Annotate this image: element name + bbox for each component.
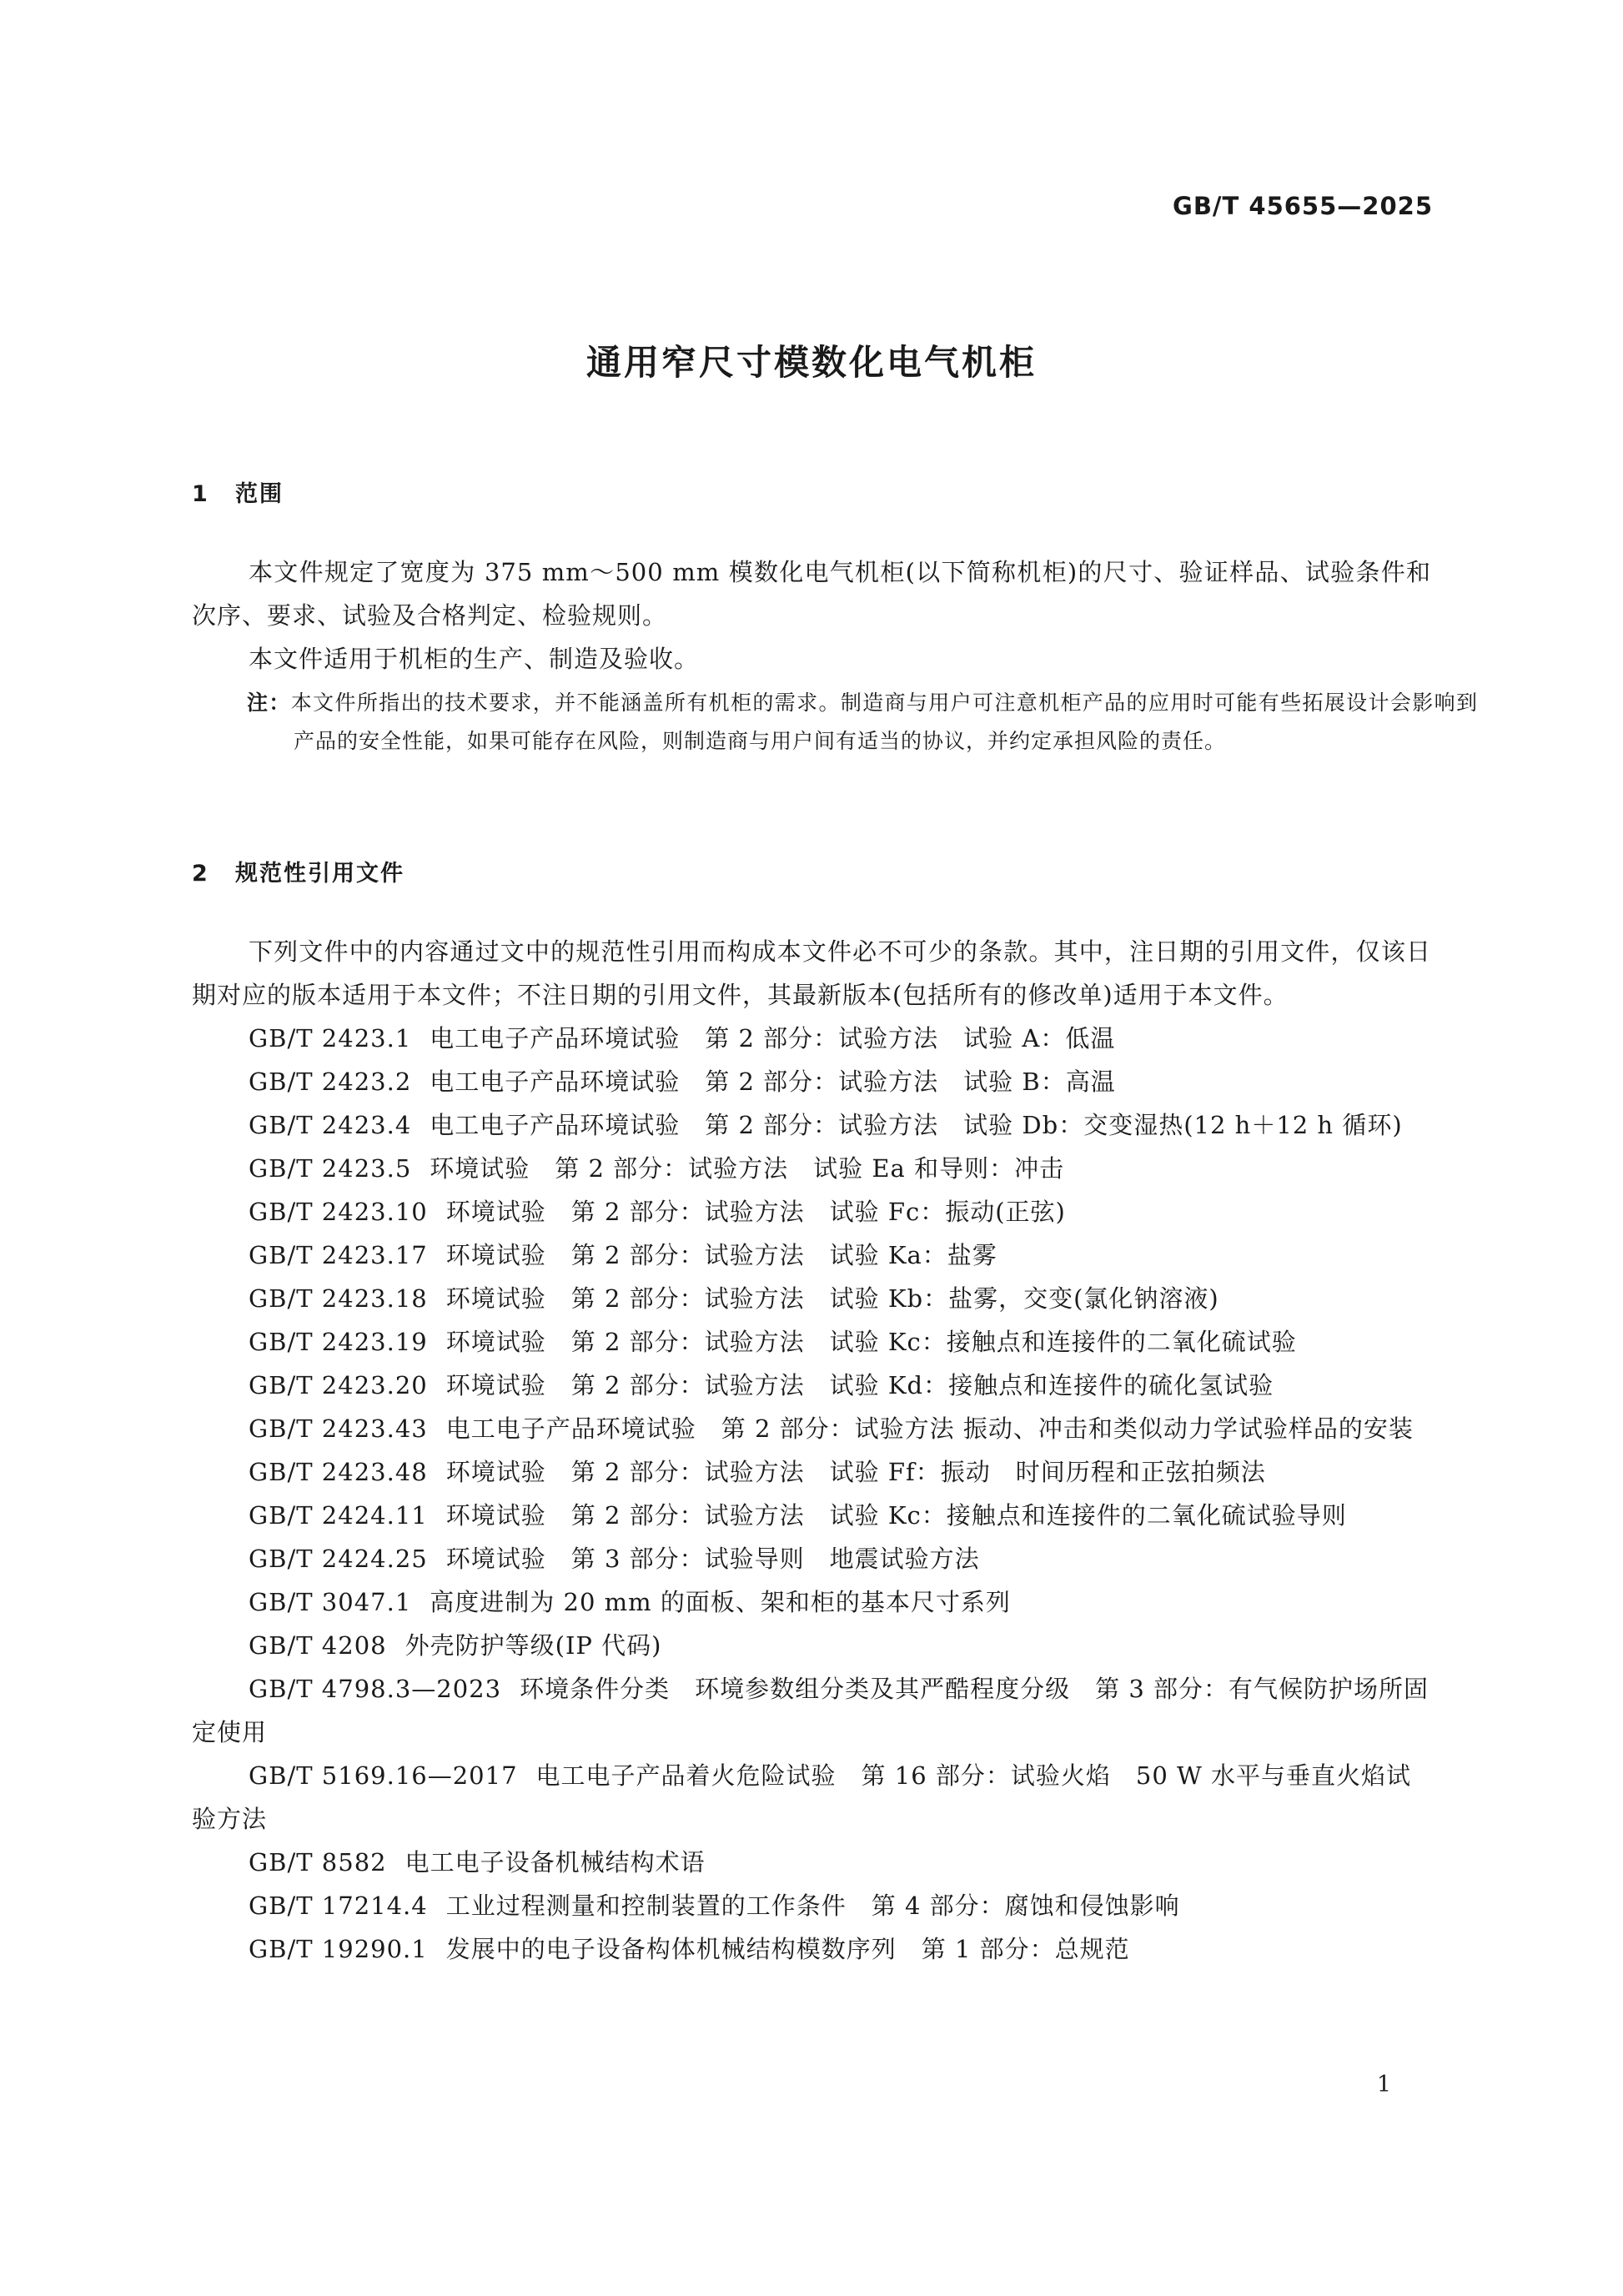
reference-title: 环境试验 第 2 部分：试验方法 试验 Kd：接触点和连接件的硫化氢试验 xyxy=(445,1371,1274,1399)
section-2-heading xyxy=(192,855,404,887)
reference-code: GB/T 17214.4 xyxy=(249,1892,428,1920)
reference-item xyxy=(192,1450,1431,1494)
reference-title: 电工电子产品环境试验 第 2 部分：试验方法 试验 Db：交变湿热(12 h＋12 h 循环) xyxy=(430,1111,1403,1139)
reference-item xyxy=(192,1754,1431,1841)
reference-title: 环境试验 第 2 部分：试验方法 试验 Kb：盐雾，交变(氯化钠溶液) xyxy=(445,1284,1219,1313)
reference-code: GB/T 3047.1 xyxy=(249,1588,412,1616)
reference-code: GB/T 2423.17 xyxy=(249,1241,428,1269)
reference-code: GB/T 2423.2 xyxy=(249,1068,412,1096)
reference-title: 外壳防护等级(IP 代码) xyxy=(404,1631,662,1660)
reference-title: 电工电子产品环境试验 第 2 部分：试验方法 试验 B：高温 xyxy=(430,1068,1116,1096)
reference-title: 环境试验 第 2 部分：试验方法 试验 Fc：振动(正弦) xyxy=(445,1198,1066,1226)
reference-item xyxy=(192,1884,1431,1927)
reference-code: GB/T 2424.11 xyxy=(249,1501,428,1530)
reference-code: GB/T 8582 xyxy=(249,1848,387,1876)
section-number: 2 xyxy=(192,861,209,887)
references-intro: 下列文件中的内容通过文中的规范性引用而构成本文件必不可少的条款。其中，注日期的引用文件，仅该日期对应的版本适用于本文件；不注日期的引用文件，其最新版本(包括所有的修改单)适用于本文件。 xyxy=(192,937,1431,1009)
reference-item xyxy=(192,1060,1431,1103)
reference-item xyxy=(192,1494,1431,1537)
section-title: 规范性引用文件 xyxy=(235,861,404,887)
reference-item xyxy=(192,1407,1431,1450)
reference-title: 电工电子设备机械结构术语 xyxy=(404,1848,706,1876)
reference-title: 环境试验 第 2 部分：试验方法 试验 Ka：盐雾 xyxy=(445,1241,997,1269)
section-1-heading xyxy=(192,475,284,508)
reference-item xyxy=(192,1364,1431,1407)
reference-item xyxy=(192,1537,1431,1580)
reference-code: GB/T 2423.48 xyxy=(249,1458,428,1486)
scope-paragraph: 本文件适用于机柜的生产、制造及验收。 xyxy=(249,645,700,673)
reference-title: 环境试验 第 2 部分：试验方法 试验 Kc：接触点和连接件的二氧化硫试验 xyxy=(445,1328,1297,1356)
reference-title: 环境条件分类 环境参数组分类及其严酷程度分级 第 3 部分：有气候防护场所固定使用 xyxy=(192,1675,1429,1746)
reference-code: GB/T 2423.43 xyxy=(249,1414,428,1443)
reference-code: GB/T 2423.19 xyxy=(249,1328,428,1356)
reference-item xyxy=(192,1667,1431,1754)
reference-code: GB/T 4208 xyxy=(249,1631,387,1660)
scope-paragraph: 本文件规定了宽度为 375 mm～500 mm 模数化电气机柜(以下简称机柜)的尺寸、验证样品、试验条件和次序、要求、试验及合格判定、检验规则。 xyxy=(192,558,1431,630)
section-1-body xyxy=(192,550,1431,681)
section-number: 1 xyxy=(192,481,209,507)
reference-code: GB/T 2423.5 xyxy=(249,1154,412,1183)
reference-title: 电工电子产品着火危险试验 第 16 部分：试验火焰 50 W 水平与垂直火焰试验方法 xyxy=(192,1761,1412,1833)
reference-title: 发展中的电子设备构体机械结构模数序列 第 1 部分：总规范 xyxy=(445,1935,1130,1963)
reference-code: GB/T 5169.16—2017 xyxy=(249,1761,518,1790)
reference-title: 工业过程测量和控制装置的工作条件 第 4 部分：腐蚀和侵蚀影响 xyxy=(445,1892,1180,1920)
reference-title: 环境试验 第 2 部分：试验方法 试验 Ff：振动 时间历程和正弦拍频法 xyxy=(445,1458,1266,1486)
reference-code: GB/T 19290.1 xyxy=(249,1935,428,1963)
note-text: 本文件所指出的技术要求，并不能涵盖所有机柜的需求。制造商与用户可注意机柜产品的应用时可能有些拓展设计会影响到产品的安全性能，如果可能存在风险，则制造商与用户间有适当的协议，并约定承担风险的责任。 xyxy=(290,691,1478,753)
reference-title: 环境试验 第 2 部分：试验方法 试验 Ea 和导则：冲击 xyxy=(430,1154,1065,1183)
reference-item xyxy=(192,1233,1431,1277)
document-title: 通用窄尺寸模数化电气机柜 xyxy=(585,342,1037,383)
reference-title: 电工电子产品环境试验 第 2 部分：试验方法 振动、冲击和类似动力学试验样品的安装 xyxy=(445,1414,1414,1443)
reference-item xyxy=(192,1017,1431,1060)
reference-item xyxy=(192,1580,1431,1624)
reference-code: GB/T 4798.3—2023 xyxy=(249,1675,502,1703)
section-2-body xyxy=(192,930,1431,1971)
reference-item xyxy=(192,1277,1431,1320)
reference-title: 电工电子产品环境试验 第 2 部分：试验方法 试验 A：低温 xyxy=(430,1024,1116,1053)
reference-title: 环境试验 第 2 部分：试验方法 试验 Kc：接触点和连接件的二氧化硫试验导则 xyxy=(445,1501,1347,1530)
reference-code: GB/T 2424.25 xyxy=(249,1545,428,1573)
reference-code: GB/T 2423.20 xyxy=(249,1371,428,1399)
reference-item xyxy=(192,1927,1431,1971)
reference-item xyxy=(192,1103,1431,1147)
standard-code: GB/T 45655—2025 xyxy=(1173,192,1433,220)
reference-item xyxy=(192,1841,1431,1884)
reference-item xyxy=(192,1624,1431,1667)
reference-code: GB/T 2423.18 xyxy=(249,1284,428,1313)
reference-code: GB/T 2423.1 xyxy=(249,1024,412,1053)
page-number: 1 xyxy=(1376,2072,1391,2098)
reference-item xyxy=(192,1147,1431,1190)
reference-title: 高度进制为 20 mm 的面板、架和柜的基本尺寸系列 xyxy=(430,1588,1011,1616)
reference-code: GB/T 2423.4 xyxy=(249,1111,412,1139)
reference-item xyxy=(192,1320,1431,1364)
reference-item xyxy=(192,1190,1431,1233)
scope-note xyxy=(247,684,1478,761)
note-label: 注： xyxy=(247,691,291,715)
reference-title: 环境试验 第 3 部分：试验导则 地震试验方法 xyxy=(445,1545,980,1573)
section-title: 范围 xyxy=(235,481,284,507)
reference-code: GB/T 2423.10 xyxy=(249,1198,428,1226)
